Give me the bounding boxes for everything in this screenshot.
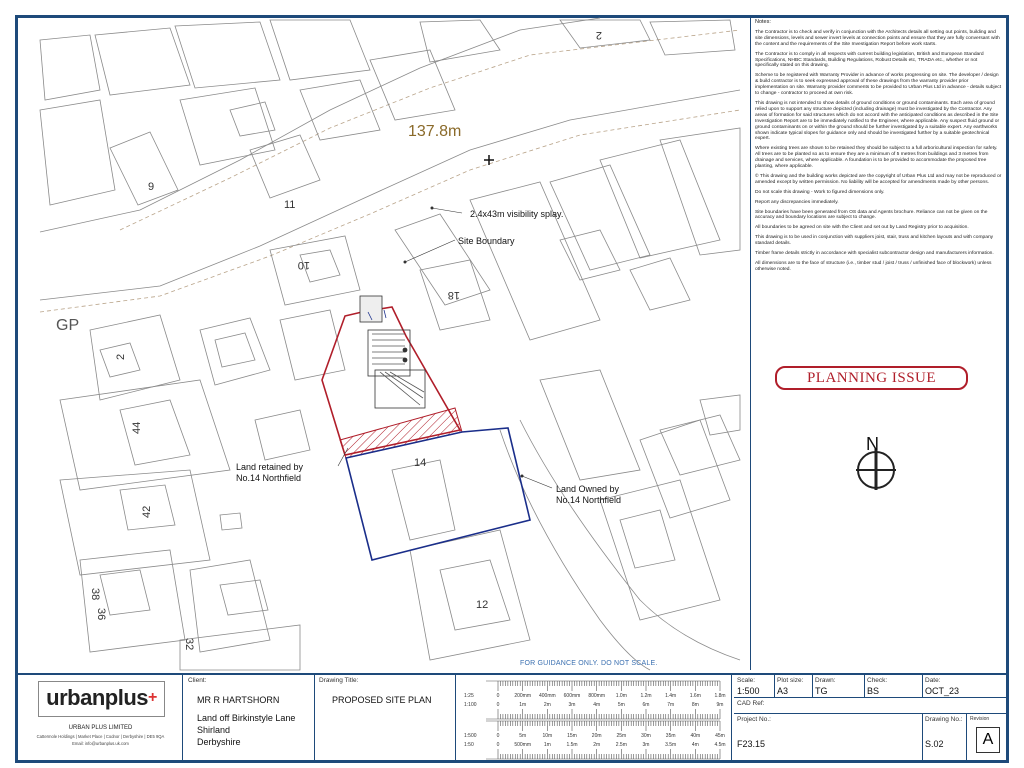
scale-bar-svg bbox=[458, 675, 732, 762]
company-logo: urbanplus+ bbox=[38, 681, 165, 717]
drawing-no-value: S.02 bbox=[925, 739, 944, 749]
scale-tick-label: 1.0m bbox=[615, 693, 627, 699]
check-label: Check: bbox=[867, 677, 888, 684]
site-level-label: 137.8m bbox=[408, 123, 462, 140]
info-cells bbox=[734, 675, 1006, 762]
scale-tick-label: 9m bbox=[716, 702, 724, 708]
address-line: Derbyshire bbox=[197, 737, 241, 747]
house-number: 10 bbox=[297, 259, 310, 271]
scale-tick-label: 600mm bbox=[563, 693, 581, 699]
company-name: URBAN PLUS LIMITED bbox=[68, 725, 133, 731]
note-paragraph: The Contractor is to comply in all respects with current building legislation, British and European Standard Specifications, NHBC Standards, Building Regulations, Robust Details etc, TRADA etc., whether or not specifically stated on this drawing. bbox=[755, 51, 984, 69]
project-value: F23.15 bbox=[737, 739, 766, 749]
note-paragraph: Do not scale this drawing - Work to figured dimensions only. bbox=[755, 189, 885, 195]
plot-size-label: Plot size: bbox=[777, 677, 804, 684]
scale-tick-label: 500mm bbox=[514, 742, 532, 748]
scale-tick-label: 400mm bbox=[538, 693, 556, 699]
scale-tick-label: 40m bbox=[690, 733, 701, 739]
check-value: BS bbox=[867, 686, 880, 696]
scale-tick-label: 1.4m bbox=[665, 693, 677, 699]
note-paragraph: Scheme to be registered with Warranty Provider in advance of works progressing on site. The developer / design & build contractor is to seek expressed approval of these drawings from the warranty provider prior implementation on site. Warranty provider comments to be provided to Urban Plus Ltd in advance - details subject to change - contractor to proceed at own risk. bbox=[755, 73, 1002, 97]
scale-ratio-label: 1:25 bbox=[464, 693, 474, 699]
house-number: 12 bbox=[476, 599, 489, 611]
north-label: N bbox=[866, 434, 879, 454]
land-owned-label-1: Land Owned by bbox=[556, 484, 620, 494]
notes-panel bbox=[750, 18, 1006, 670]
scale-tick-label: 4m bbox=[593, 702, 601, 708]
date-value: OCT_23 bbox=[925, 686, 960, 696]
scale-tick-label: 800mm bbox=[588, 693, 606, 699]
scale-tick-label: 8m bbox=[691, 702, 699, 708]
drawing-title-label: Drawing Title: bbox=[319, 677, 359, 684]
scale-tick-label: 0 bbox=[496, 702, 500, 708]
note-paragraph: Report any discrepancies immediately. bbox=[755, 199, 839, 205]
note-paragraph: Where existing trees are shown to be retained they should be subject to a full arboricultural inspection for safety. All trees are to be planted so as to ensure they are a minimum of 5 metres from buildings and 3 metres from drainage and services, where applicable. A foundation is to be provided to accommodate the proposed tree planting, where applicable. bbox=[755, 146, 998, 170]
scale-tick-label: 3m bbox=[642, 742, 650, 748]
planning-issue-stamp: PLANNING ISSUE bbox=[775, 366, 968, 390]
scale-tick-label: 30m bbox=[641, 733, 651, 739]
scale-tick-label: 2m bbox=[593, 742, 601, 748]
house-number: 42 bbox=[141, 505, 153, 518]
scale-tick-label: 25m bbox=[616, 733, 627, 739]
scale-tick-label: 1.6m bbox=[689, 693, 701, 699]
scale-tick-label: 35m bbox=[665, 733, 676, 739]
drawing-no-label: Drawing No.: bbox=[925, 716, 963, 723]
scale-tick-label: 2.5m bbox=[615, 742, 627, 748]
drawn-label: Drawn: bbox=[815, 677, 836, 684]
scale-tick-label: 1.2m bbox=[640, 693, 652, 699]
title-block bbox=[18, 673, 1006, 762]
revision-label: Revision bbox=[970, 716, 990, 722]
revision-value: A bbox=[976, 727, 1000, 753]
scale-tick-label: 3.5m bbox=[665, 742, 677, 748]
scale-tick-label: 5m bbox=[617, 702, 625, 708]
company-address: Cattermole Holdings | Market Place | Codnor | Derbyshire | DE5 9QA bbox=[36, 734, 165, 739]
scale-tick-label: 20m bbox=[591, 733, 602, 739]
scale-tick-label: 0 bbox=[496, 693, 500, 699]
scale-tick-label: 0 bbox=[496, 733, 500, 739]
company-email: Email: info@urbanplus.uk.com bbox=[72, 741, 129, 746]
drawn-value: TG bbox=[815, 686, 828, 696]
scale-tick-label: 0 bbox=[496, 742, 500, 748]
client-cell bbox=[185, 675, 315, 762]
land-retained-label-2: No.14 Northfield bbox=[236, 473, 302, 483]
notes-heading: Notes: bbox=[755, 19, 771, 25]
date-label: Date: bbox=[925, 677, 941, 684]
scale-label: Scale: bbox=[737, 677, 756, 684]
note-paragraph: © This drawing and the building works depicted are the copyright of Urban Plus Ltd and may not be reproduced or amended except by written permission. No liability will be accepted for amendments made by other persons. bbox=[755, 173, 1002, 185]
scale-tick-label: 10m bbox=[542, 733, 553, 739]
house-number: 11 bbox=[284, 199, 296, 211]
scale-tick-label: 1m bbox=[543, 742, 551, 748]
house-number: 44 bbox=[131, 421, 143, 434]
drawing-title-cell bbox=[316, 675, 456, 762]
client-name: MR R HARTSHORN bbox=[197, 695, 280, 705]
house-number: 32 bbox=[183, 638, 195, 651]
house-number: 2 bbox=[595, 29, 602, 41]
house-number: 2 bbox=[115, 353, 127, 360]
note-paragraph: This drawing is to be used in conjunction with suppliers joist, stair, truss and kitchen layouts and with company standard details. bbox=[755, 235, 994, 247]
cad-ref-label: CAD Ref: bbox=[737, 700, 765, 707]
gp-label: GP bbox=[56, 317, 80, 334]
scale-tick-label: 45m bbox=[715, 733, 725, 739]
scale-value: 1:500 bbox=[737, 686, 760, 696]
scale-tick-label: 200mm bbox=[514, 693, 532, 699]
house-number: 9 bbox=[148, 181, 155, 193]
scale-ratio-label: 1:500 bbox=[464, 733, 477, 739]
scale-tick-label: 15m bbox=[567, 733, 577, 739]
drawing-title: PROPOSED SITE PLAN bbox=[332, 695, 432, 705]
scale-ratio-label: 1:50 bbox=[464, 742, 474, 748]
note-paragraph: All boundaries to be agreed on site with the Client and set out by Land Registry prior to acquisition. bbox=[755, 225, 969, 231]
project-label: Project No.: bbox=[737, 716, 771, 723]
client-label: Client: bbox=[188, 677, 207, 684]
note-paragraph: Site boundaries have been generated from OS data and Agents brochure. Reliance can not be given on the accuracy and boundary locations are subject to change. bbox=[755, 209, 988, 221]
note-paragraph: Timber frame details strictly in accordance with specialist subcontractor design and manufacturers information. bbox=[755, 251, 994, 257]
scale-tick-label: 7m bbox=[667, 702, 675, 708]
scale-tick-label: 3m bbox=[568, 702, 576, 708]
visibility-splay-label: 2.4x43m visibility splay. bbox=[470, 209, 564, 219]
note-paragraph: All dimensions are to the face of structure (i.e., timber stud / joist / truss / unfinished face of blockwork) unless otherwise noted. bbox=[755, 261, 992, 272]
note-paragraph: The Contractor is to check and verify in conjunction with the Architects details all setting out points, building and site dimensions, levels and sewer invert levels at connection points and ensure that they are fully conversant with the content and the requirements of the Site Investigation Report before work starts. bbox=[755, 29, 1000, 47]
scale-tick-label: 1.5m bbox=[566, 742, 578, 748]
scale-tick-label: 6m bbox=[642, 702, 650, 708]
scale-tick-label: 4.5m bbox=[714, 742, 726, 748]
plot-size-value: A3 bbox=[777, 686, 789, 696]
logo-cell bbox=[18, 675, 183, 762]
scale-tick-label: 1.8m bbox=[714, 693, 726, 699]
retained-land-hatch bbox=[340, 408, 462, 458]
guidance-note: FOR GUIDANCE ONLY. DO NOT SCALE. bbox=[520, 660, 658, 667]
land-owned-label-2: No.14 Northfield bbox=[556, 495, 622, 505]
house-number: 38 bbox=[89, 588, 101, 601]
land-retained-label-1: Land retained by bbox=[236, 462, 304, 472]
address-line: Land off Birkinstyle Lane bbox=[197, 713, 296, 723]
note-paragraph: This drawing is not intended to show details of ground conditions or ground contaminants. Each area of ground relied upon to support any structure depicted (including drainage) must be investigated by the Contractor. Any areas of formation for said structures which do not accord with the anticipated conditions as described in the Site Investigation Report are to be immediately notified to the Engineer, where applicable. Any suspect fluid ground or ground contaminants on or within the ground should be further investigated by a suitable expert. Any earthworks shown indicate typical slopes for guidance only and should be investigated further by a suitable geotechnical expert. bbox=[755, 100, 1000, 142]
level-marker-icon bbox=[484, 155, 494, 165]
house-number: 18 bbox=[447, 289, 460, 301]
house-number: 14 bbox=[414, 457, 427, 469]
address-line: Shirland bbox=[197, 725, 231, 735]
house-number: 36 bbox=[95, 608, 107, 621]
scale-tick-label: 4m bbox=[691, 742, 699, 748]
site-boundary-label: Site Boundary bbox=[458, 236, 515, 246]
scale-tick-label: 2m bbox=[543, 702, 551, 708]
scale-tick-label: 5m bbox=[519, 733, 527, 739]
scale-ratio-label: 1:100 bbox=[464, 702, 477, 708]
scale-bar-cell bbox=[458, 675, 732, 762]
scale-tick-label: 1m bbox=[519, 702, 527, 708]
